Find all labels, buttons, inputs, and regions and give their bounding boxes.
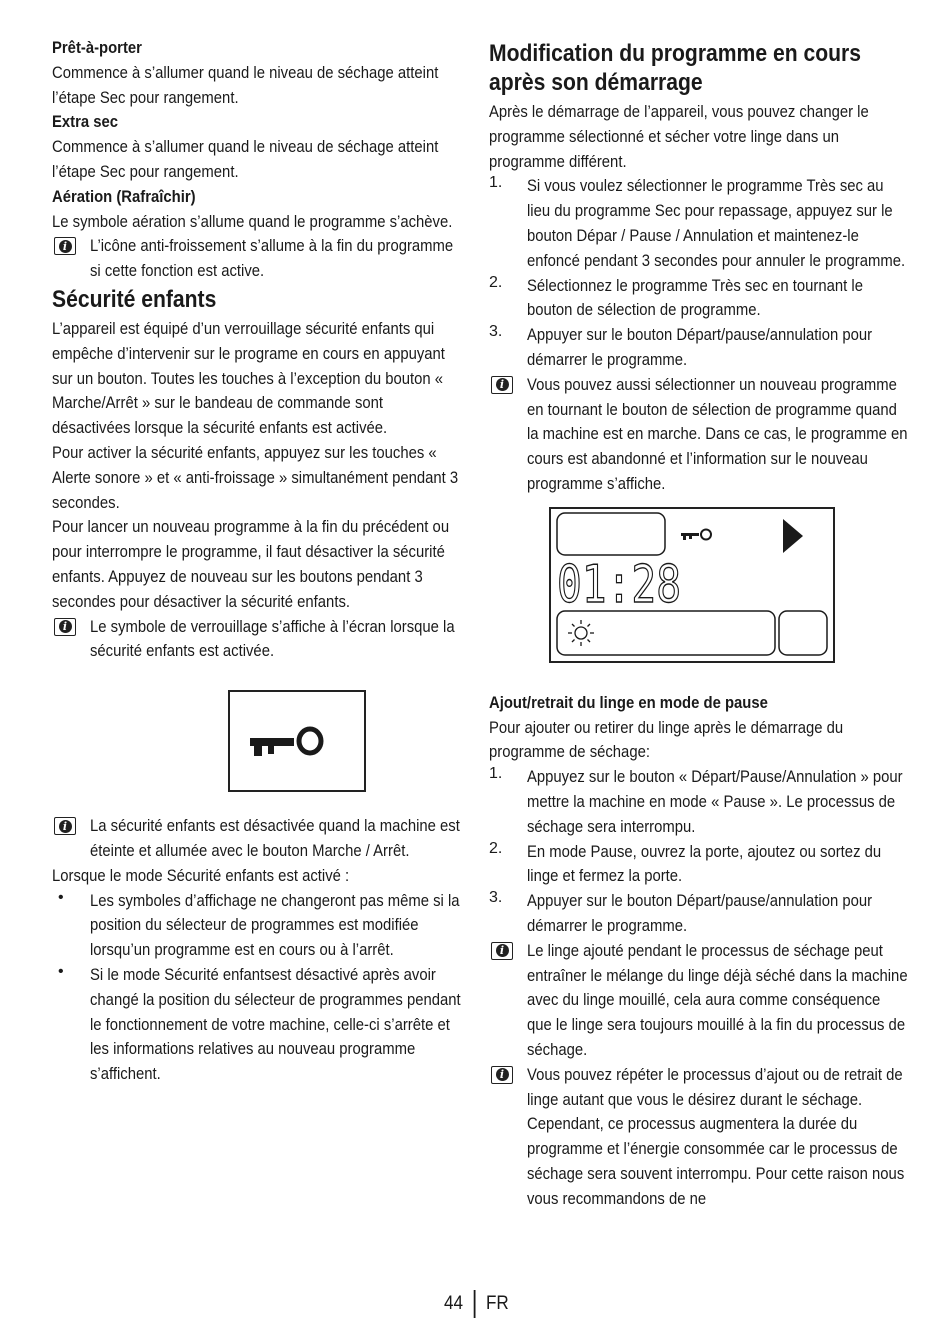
- key-icon: [681, 529, 711, 540]
- step-text: Appuyez sur le bouton « Départ/Pause/Annulation » pour mettre la machine en mode « Pause ». Le processus de séchage sera interrompu.: [527, 768, 903, 836]
- modif-intro: Après le démarrage de l’appareil, vous pouvez changer le programme sélectionné et sécher votre linge dans un programme différent.: [489, 103, 869, 171]
- step-text: Appuyer sur le bouton Départ/pause/annulation pour démarrer le programme.: [527, 892, 873, 935]
- step-number: 1.: [489, 174, 503, 192]
- step-text: Si vous voulez sélectionner le programme Très sec au lieu du programme Sec pour repassage, appuyez sur le bouton Dépar / Pause / Annulation et maintenez-le enfoncé pendant 3 secondes pour annuler le programme.: [527, 177, 906, 270]
- securite-heading: Sécurité enfants: [52, 285, 217, 313]
- language-code: FR: [485, 1293, 509, 1314]
- info-icon: i: [54, 817, 76, 835]
- securite-paragraph-1: L’appareil est équipé d’un verrouillage sécurité enfants qui empêche d’intervenir sur le programe en cours en appuyant sur un bouton. Toutes les touches à l’exception du bouton « Marche/Arrêt » sur le bandeau de commande sont désactivées lorsque la sécurité enfants est activée.: [52, 319, 445, 438]
- ajout-title: Ajout/retrait du linge en mode de pause: [489, 693, 768, 712]
- step-number: 3.: [489, 323, 503, 341]
- note-antifroissement-text: L’icône anti-froissement s’allume à la fin du programme si cette fonction est active.: [90, 237, 454, 281]
- step-number: 2.: [489, 273, 503, 291]
- step-number: 3.: [489, 889, 503, 907]
- list-item: [489, 765, 909, 839]
- step-number: 1.: [489, 765, 503, 783]
- extra-text: Commence à s’allumer quand le niveau de séchage atteint l’étape Sec pour rangement.: [52, 138, 439, 181]
- pret-text: Commence à s’allumer quand le niveau de séchage atteint l’étape Sec pour rangement.: [52, 63, 439, 107]
- sun-icon: [568, 620, 594, 646]
- list-item: [489, 323, 909, 373]
- list-item: [489, 274, 909, 324]
- note-repeter-text: Vous pouvez répéter le processus d’ajout ou de retrait de linge autant que vous le désirez durant le séchage. Cependant, ce processus augmentera la durée du programme et l’énergie consommée car le processus de séchage sera souvent interrompu. Pour cette raison nous vous recommandons de ne: [527, 1065, 905, 1208]
- info-icon: i: [54, 237, 76, 255]
- lcd-display-graphic: [551, 509, 833, 661]
- child-lock-key-figure: [228, 690, 366, 792]
- info-icon: i: [491, 1066, 513, 1084]
- list-item: [52, 963, 462, 1087]
- securite-paragraph-2: Pour activer la sécurité enfants, appuyez sur les touches « Alerte sonore » et « anti-froissage » simultanément pendant 3 secondes.: [52, 443, 459, 512]
- extra-title: Extra sec: [52, 113, 119, 132]
- right-column: [489, 36, 909, 1211]
- bullet-text-2: Si le mode Sécurité enfantsest désactivé après avoir changé la position du sélecteur de programmes pendant le fonctionnement de votre machine, celle-ci s’arrête et les informations relatives au nouveau programme s’affichent.: [90, 965, 461, 1084]
- info-icon: i: [491, 376, 513, 394]
- footer-divider: [474, 1290, 475, 1318]
- modif-heading: Modification du programme en cours après son démarrage: [489, 40, 861, 96]
- note-melange: [489, 939, 909, 1063]
- info-icon: i: [54, 618, 76, 636]
- list-item: [489, 840, 909, 890]
- aeration-title: Aération (Rafraîchir): [52, 187, 196, 206]
- securite-paragraph-3: Pour lancer un nouveau programme à la fin du précédent ou pour interrompre le programme, il faut désactiver la sécurité enfants. Appuyez de nouveau sur les boutons pendant 3 secondes pour désactiver la sécurité enfants.: [52, 518, 450, 611]
- info-icon: i: [491, 942, 513, 960]
- lcd-time-readout: 01:28: [557, 554, 681, 615]
- list-item: [489, 889, 909, 939]
- bullet: •: [58, 962, 64, 980]
- note-nouveau-text: Vous pouvez aussi sélectionner un nouveau programme en tournant le bouton de sélection de programme quand la machine est en marche. Dans ce cas, le programme en cours est abandonné et l’information sur le nouveau programme s’affiche.: [527, 375, 908, 493]
- bullet: •: [58, 888, 64, 906]
- note-desactivee: [52, 814, 462, 864]
- note-repeter: [489, 1063, 909, 1212]
- page-number: 44: [444, 1293, 464, 1314]
- note-desactivee-text: La sécurité enfants est désactivée quand la machine est éteinte et allumée avec le bouton Marche / Arrêt.: [90, 817, 460, 860]
- step-number: 2.: [489, 839, 503, 857]
- lorsque-text: Lorsque le mode Sécurité enfants est activé :: [52, 866, 350, 885]
- step-text: Appuyer sur le bouton Départ/pause/annulation pour démarrer le programme.: [527, 326, 873, 369]
- key-icon: [230, 692, 364, 790]
- note-nouveau-programme: [489, 373, 909, 497]
- ajout-intro: Pour ajouter ou retirer du linge après le démarrage du programme de séchage:: [489, 718, 844, 762]
- bullet-text-1: Les symboles d’affichage ne changeront pas même si la position du sélecteur de programmes est modifiée lorsqu’un programme est en cours ou à l’arrêt.: [90, 891, 460, 960]
- note-melange-text: Le linge ajouté pendant le processus de séchage peut entraîner le mélange du linge déjà séché dans la machine avec du linge mouillé, cela aura comme conséquence que le linge sera toujours mouillé à la fin du processus de séchage.: [527, 941, 908, 1059]
- note-antifroissement: [52, 234, 462, 284]
- list-item: [489, 174, 909, 273]
- lcd-display-figure: [549, 507, 835, 663]
- left-column: [52, 36, 462, 1087]
- list-item: [52, 889, 462, 963]
- aeration-text: Le symbole aération s’allume quand le programme s’achève.: [52, 212, 453, 231]
- pret-title: Prêt-à-porter: [52, 39, 142, 57]
- note-verrouillage: [52, 615, 462, 665]
- step-text: Sélectionnez le programme Très sec en tournant le bouton de sélection de programme.: [527, 276, 863, 320]
- play-icon: [783, 519, 803, 553]
- step-text: En mode Pause, ouvrez la porte, ajoutez ou sortez du linge et fermez la porte.: [527, 842, 882, 886]
- note-verrouillage-text: Le symbole de verrouillage s’affiche à l’écran lorsque la sécurité enfants est activée.: [90, 617, 455, 661]
